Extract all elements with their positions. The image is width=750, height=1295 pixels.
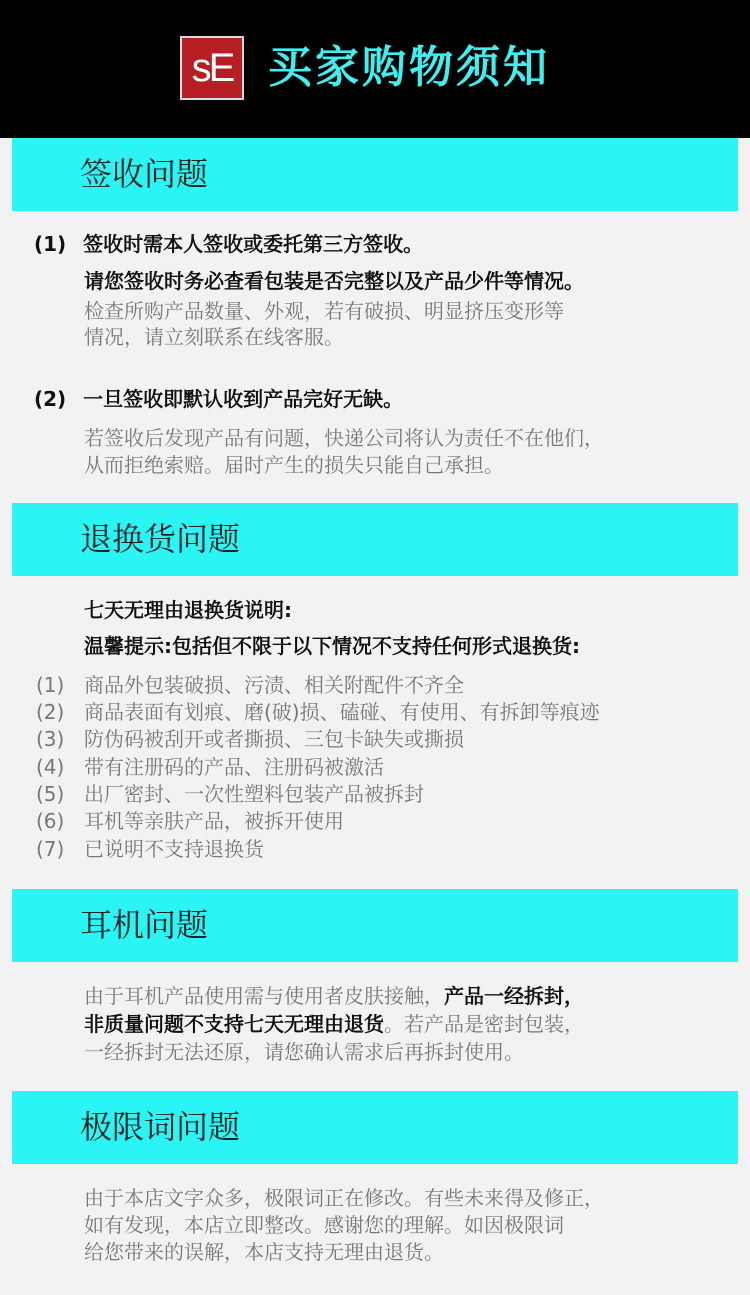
page-header bbox=[0, 0, 750, 138]
earphones-text-line: 一经拆封无法还原，请您确认需求后再拆封使用。 bbox=[84, 1040, 524, 1064]
item-number: (1) bbox=[34, 232, 67, 256]
item-number: (4) bbox=[36, 755, 65, 779]
absolute-terms-text-line: 由于本店文字众多，极限词正在修改。有些未来得及修正， bbox=[84, 1186, 604, 1210]
returns-list-item bbox=[36, 699, 600, 725]
signing-item-1-heading bbox=[34, 231, 423, 257]
earphones-text-line bbox=[84, 1011, 584, 1037]
returns-subheading: 温馨提示:包括但不限于以下情况不支持任何形式退换货: bbox=[84, 634, 580, 658]
returns-list-item bbox=[36, 836, 264, 862]
text-normal: 。若产品是密封包装， bbox=[384, 1012, 584, 1036]
item-text: 耳机等亲肤产品，被拆开使用 bbox=[84, 809, 344, 833]
brand-logo: sE bbox=[180, 36, 244, 100]
item-text: 商品表面有划痕、磨(破)损、磕碰、有使用、有拆卸等痕迹 bbox=[84, 700, 600, 724]
item-number: (6) bbox=[36, 809, 65, 833]
absolute-terms-text-line: 给您带来的误解，本店支持无理由退货。 bbox=[84, 1240, 444, 1264]
item-text: 已说明不支持退换货 bbox=[84, 837, 264, 861]
section-banner-earphones bbox=[12, 889, 738, 962]
section-title: 签收问题 bbox=[80, 155, 209, 193]
returns-list-item bbox=[36, 781, 424, 807]
signing-item-1-body-line: 检查所购产品数量、外观，若有破损、明显挤压变形等 bbox=[84, 299, 564, 323]
signing-item-2-body-line: 若签收后发现产品有问题，快递公司将认为责任不在他们， bbox=[84, 426, 604, 450]
item-heading-text: 一旦签收即默认收到产品完好无缺。 bbox=[83, 387, 404, 411]
item-number: (2) bbox=[34, 387, 67, 411]
item-number: (3) bbox=[36, 727, 65, 751]
earphones-text-line bbox=[84, 983, 584, 1009]
signing-item-2-heading bbox=[34, 386, 403, 412]
item-heading-text: 签收时需本人签收或委托第三方签收。 bbox=[83, 232, 424, 256]
item-text: 防伪码被刮开或者撕损、三包卡缺失或撕损 bbox=[84, 727, 464, 751]
item-number: (7) bbox=[36, 837, 65, 861]
text-normal: 由于耳机产品使用需与使用者皮肤接触， bbox=[84, 984, 444, 1008]
page-title: 买家购物须知 bbox=[268, 42, 550, 93]
section-title: 退换货问题 bbox=[80, 520, 241, 558]
signing-item-1-subheading: 请您签收时务必查看包装是否完整以及产品少件等情况。 bbox=[84, 269, 584, 293]
section-banner-signing bbox=[12, 138, 738, 211]
returns-list-item bbox=[36, 672, 464, 698]
item-text: 出厂密封、一次性塑料包装产品被拆封 bbox=[84, 782, 424, 806]
item-number: (1) bbox=[36, 673, 65, 697]
text-bold: 非质量问题不支持七天无理由退货 bbox=[84, 1012, 384, 1036]
signing-item-2-body-line: 从而拒绝索赔。届时产生的损失只能自己承担。 bbox=[84, 453, 504, 477]
returns-list-item bbox=[36, 808, 344, 834]
returns-list-item bbox=[36, 754, 384, 780]
item-text: 带有注册码的产品、注册码被激活 bbox=[84, 755, 384, 779]
returns-list-item bbox=[36, 726, 464, 752]
signing-item-1-body-line: 情况，请立刻联系在线客服。 bbox=[84, 325, 344, 349]
item-number: (2) bbox=[36, 700, 65, 724]
returns-heading: 七天无理由退换货说明: bbox=[84, 598, 292, 622]
text-bold: 产品一经拆封， bbox=[444, 984, 584, 1008]
section-title: 极限词问题 bbox=[80, 1108, 241, 1146]
item-number: (5) bbox=[36, 782, 65, 806]
section-title: 耳机问题 bbox=[80, 906, 209, 944]
section-banner-returns bbox=[12, 503, 738, 576]
section-banner-absolute-terms bbox=[12, 1091, 738, 1164]
item-text: 商品外包装破损、污渍、相关附配件不齐全 bbox=[84, 673, 464, 697]
absolute-terms-text-line: 如有发现，本店立即整改。感谢您的理解。如因极限词 bbox=[84, 1213, 564, 1237]
